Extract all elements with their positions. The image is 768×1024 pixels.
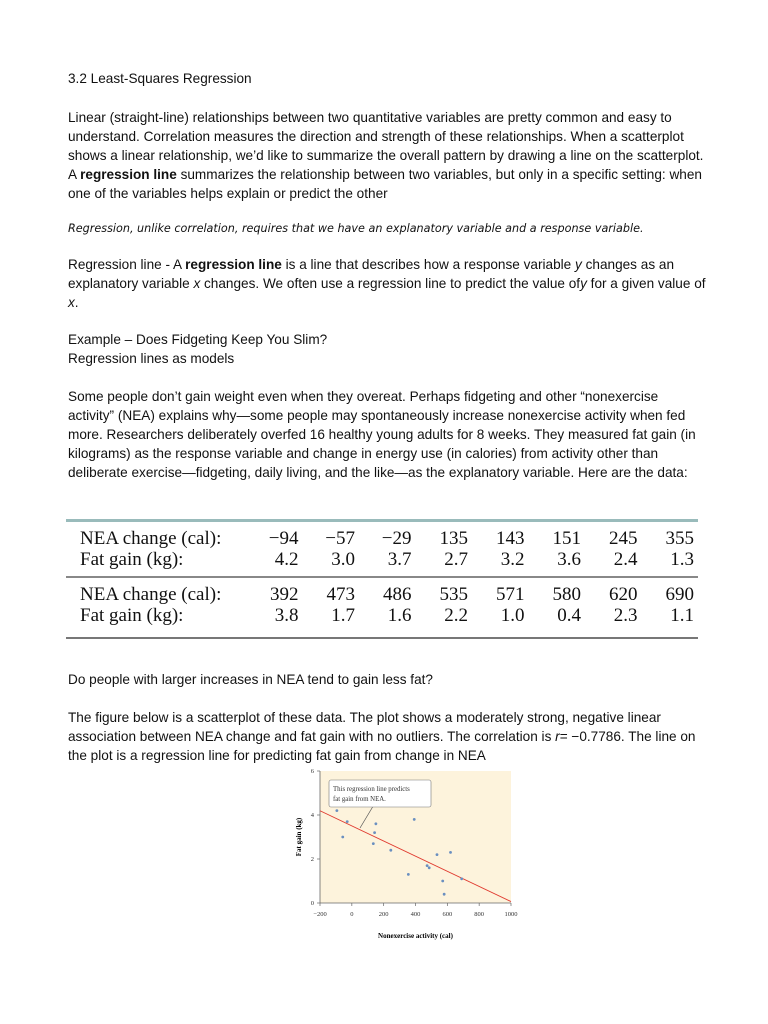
bold-term: regression line xyxy=(185,257,282,272)
text: . xyxy=(74,295,79,310)
table-cell: 1.3 xyxy=(670,549,694,570)
table-cell: 3.7 xyxy=(387,549,412,570)
data-point xyxy=(407,873,410,876)
table-cell: 245 xyxy=(609,528,638,549)
table-cell: 535 xyxy=(439,584,468,605)
text: for a given value of xyxy=(586,276,706,291)
y-tick-label: 4 xyxy=(310,812,314,819)
italic-note: Regression, unlike correlation, requires that we have an explanatory variable and a response variable. xyxy=(68,222,644,235)
y-axis-label: Fat gain (kg) xyxy=(295,817,303,857)
question: Do people with larger increases in NEA tend to gain less fat? xyxy=(68,672,433,687)
text: Regression line - A xyxy=(68,257,186,272)
var: y xyxy=(575,257,582,272)
data-point xyxy=(373,831,376,834)
table-cell: 2.4 xyxy=(613,549,638,570)
table-cell: 473 xyxy=(326,584,355,605)
table-row xyxy=(66,605,698,626)
table-cell: 1.1 xyxy=(670,605,694,626)
text: summarizes the relationship between two variables, but only in a specific setting: when one of the variables helps explain or predict the other xyxy=(68,167,702,201)
var: x xyxy=(193,276,201,291)
var: y xyxy=(580,276,587,291)
scatterplot-description xyxy=(68,708,708,765)
table-cell: 392 xyxy=(270,584,299,605)
table-block-2 xyxy=(66,584,698,626)
x-tick-label: 800 xyxy=(474,911,485,918)
table-cell: 135 xyxy=(439,528,468,549)
table-cell: 3.8 xyxy=(274,605,299,626)
data-point xyxy=(441,880,444,883)
table-row xyxy=(66,584,698,605)
x-tick-label: 200 xyxy=(378,911,389,918)
var: r xyxy=(555,729,560,744)
table-row xyxy=(66,549,698,570)
y-tick-label: 2 xyxy=(310,856,314,863)
data-point xyxy=(436,853,439,856)
table-cell: 355 xyxy=(665,528,694,549)
y-tick-label: 6 xyxy=(310,768,314,775)
row-label: NEA change (cal): xyxy=(80,584,222,605)
text: = −0.7786. The line on the plot is a regression line for predicting fat gain from change in NEA xyxy=(68,729,696,763)
annotation-text: This regression line predicts xyxy=(333,786,410,793)
table-cell: 2.7 xyxy=(444,549,468,570)
table-cell: −94 xyxy=(268,528,299,549)
text: Linear (straight-line) relationships between two quantitative variables are pretty common and easy to understand. Correlation measures the direction and strength of these relationships. When a scatterplot shows a linear relationship, we’d like to summarize the overall pattern by drawing a line on the scatterplot. A xyxy=(68,110,704,182)
data-point xyxy=(443,893,446,896)
data-point xyxy=(346,820,349,823)
section-heading: 3.2 Least-Squares Regression xyxy=(68,71,252,86)
x-tick-label: 1000 xyxy=(504,911,518,918)
row-label: NEA change (cal): xyxy=(80,528,222,549)
x-axis-label: Nonexercise activity (cal) xyxy=(378,932,453,940)
table-cell: 690 xyxy=(665,584,694,605)
table-cell: −29 xyxy=(381,528,412,549)
x-tick-label: 400 xyxy=(410,911,421,918)
table-row xyxy=(66,528,698,549)
data-description: Some people don’t gain weight even when they overeat. Perhaps fidgeting and other “nonexercise activity” (NEA) explains why—some people may spontaneously increase nonexercise activity when fed more. Researchers deliberately overfed 16 healthy young adults for 8 weeks. They measured fat gain (in kilograms) as the response variable and change in energy use (in calories) from activity other than deliberate exercise—fidgeting, daily living, and the like—as the explanatory variable. Here are the data: xyxy=(68,389,696,480)
scatterplot-chart xyxy=(293,765,523,945)
table-cell: 486 xyxy=(383,584,412,605)
table-cell: 1.0 xyxy=(500,605,525,626)
text: is a line that describes how a response variable xyxy=(281,257,576,272)
table-cell: 1.7 xyxy=(331,605,355,626)
data-point xyxy=(413,818,416,821)
table-cell: 620 xyxy=(609,584,638,605)
x-tick-label: 0 xyxy=(350,911,354,918)
table-cell: 580 xyxy=(552,584,581,605)
example-subtitle: Regression lines as models xyxy=(68,351,235,366)
table-block-1 xyxy=(66,528,698,570)
var: x xyxy=(68,295,75,310)
row-label: Fat gain (kg): xyxy=(80,549,184,570)
annotation-text: fat gain from NEA. xyxy=(333,796,386,803)
table-cell: 3.2 xyxy=(500,549,525,570)
data-point xyxy=(372,842,375,845)
text: changes. We often use a regression line to predict the value of xyxy=(200,276,581,291)
table-cell: 2.3 xyxy=(613,605,638,626)
row-label: Fat gain (kg): xyxy=(80,605,184,626)
table-cell: −57 xyxy=(325,528,355,549)
data-point xyxy=(460,877,463,880)
text: The figure below is a scatterplot of these data. The plot shows a moderately strong, negative linear association between NEA change and fat gain with no outliers. The correlation is xyxy=(68,710,661,744)
intro-paragraph xyxy=(68,108,708,203)
text: changes as an explanatory variable xyxy=(68,257,675,291)
data-point xyxy=(428,866,431,869)
data-point xyxy=(389,849,392,852)
table-cell: 1.6 xyxy=(387,605,412,626)
data-point xyxy=(341,836,344,839)
bold-term: regression line xyxy=(80,167,177,182)
data-point xyxy=(449,851,452,854)
table-divider xyxy=(66,576,698,578)
y-tick-label: 0 xyxy=(310,900,314,907)
table-cell: 151 xyxy=(552,528,581,549)
table-cell: 3.6 xyxy=(557,549,581,570)
x-tick-label: 600 xyxy=(442,911,453,918)
x-tick-label: −200 xyxy=(313,911,327,918)
data-point xyxy=(374,822,377,825)
example-title: Example – Does Fidgeting Keep You Slim? xyxy=(68,332,328,347)
data-table xyxy=(66,519,698,639)
table-cell: 4.2 xyxy=(274,549,299,570)
data-point xyxy=(426,864,429,867)
table-cell: 0.4 xyxy=(557,605,581,626)
table-cell: 3.0 xyxy=(331,549,355,570)
table-cell: 143 xyxy=(496,528,525,549)
definition-paragraph xyxy=(68,255,708,312)
table-cell: 571 xyxy=(496,584,525,605)
table-cell: 2.2 xyxy=(444,605,468,626)
data-point xyxy=(335,809,338,812)
